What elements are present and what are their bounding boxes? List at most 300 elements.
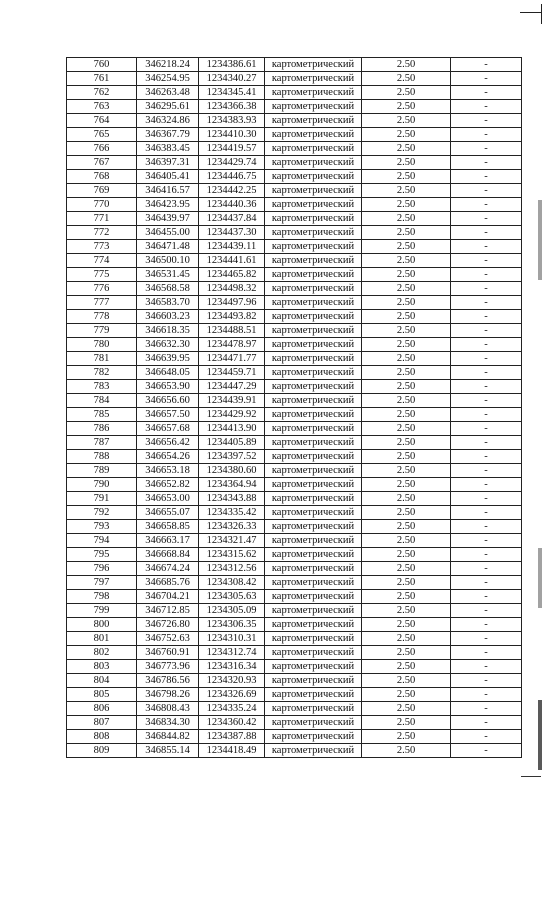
accuracy-cell: 2.50	[362, 660, 451, 674]
accuracy-cell: 2.50	[362, 156, 451, 170]
scan-edge-shadow	[538, 200, 542, 280]
x-coordinate-cell: 346656.42	[137, 436, 199, 450]
table-row	[67, 744, 522, 758]
scan-edge-shadow	[538, 700, 542, 770]
point-number-cell: 789	[67, 464, 137, 478]
x-coordinate-cell: 346439.97	[137, 212, 199, 226]
y-coordinate-cell: 1234335.24	[199, 702, 265, 716]
x-coordinate-cell: 346652.82	[137, 478, 199, 492]
method-cell: картометрический	[265, 618, 362, 632]
table-row	[67, 464, 522, 478]
accuracy-cell: 2.50	[362, 282, 451, 296]
corner-mark	[520, 12, 542, 13]
table-row	[67, 86, 522, 100]
accuracy-cell: 2.50	[362, 86, 451, 100]
note-cell: -	[451, 338, 522, 352]
accuracy-cell: 2.50	[362, 674, 451, 688]
x-coordinate-cell: 346685.76	[137, 576, 199, 590]
x-coordinate-cell: 346423.95	[137, 198, 199, 212]
point-number-cell: 792	[67, 506, 137, 520]
y-coordinate-cell: 1234315.62	[199, 548, 265, 562]
table-row	[67, 646, 522, 660]
table-row	[67, 422, 522, 436]
point-number-cell: 780	[67, 338, 137, 352]
accuracy-cell: 2.50	[362, 548, 451, 562]
x-coordinate-cell: 346648.05	[137, 366, 199, 380]
accuracy-cell: 2.50	[362, 492, 451, 506]
y-coordinate-cell: 1234326.33	[199, 520, 265, 534]
method-cell: картометрический	[265, 100, 362, 114]
accuracy-cell: 2.50	[362, 562, 451, 576]
point-number-cell: 774	[67, 254, 137, 268]
table-row	[67, 324, 522, 338]
accuracy-cell: 2.50	[362, 198, 451, 212]
note-cell: -	[451, 436, 522, 450]
method-cell: картометрический	[265, 408, 362, 422]
method-cell: картометрический	[265, 212, 362, 226]
point-number-cell: 793	[67, 520, 137, 534]
method-cell: картометрический	[265, 198, 362, 212]
method-cell: картометрический	[265, 450, 362, 464]
accuracy-cell: 2.50	[362, 534, 451, 548]
point-number-cell: 773	[67, 240, 137, 254]
accuracy-cell: 2.50	[362, 380, 451, 394]
y-coordinate-cell: 1234364.94	[199, 478, 265, 492]
x-coordinate-cell: 346632.30	[137, 338, 199, 352]
table-row	[67, 114, 522, 128]
method-cell: картометрический	[265, 366, 362, 380]
method-cell: картометрический	[265, 506, 362, 520]
table-row	[67, 520, 522, 534]
method-cell: картометрический	[265, 86, 362, 100]
note-cell: -	[451, 478, 522, 492]
x-coordinate-cell: 346618.35	[137, 324, 199, 338]
y-coordinate-cell: 1234305.63	[199, 590, 265, 604]
y-coordinate-cell: 1234343.88	[199, 492, 265, 506]
accuracy-cell: 2.50	[362, 408, 451, 422]
x-coordinate-cell: 346653.18	[137, 464, 199, 478]
accuracy-cell: 2.50	[362, 604, 451, 618]
x-coordinate-cell: 346726.80	[137, 618, 199, 632]
method-cell: картометрический	[265, 338, 362, 352]
method-cell: картометрический	[265, 240, 362, 254]
point-number-cell: 805	[67, 688, 137, 702]
note-cell: -	[451, 296, 522, 310]
y-coordinate-cell: 1234386.61	[199, 58, 265, 72]
x-coordinate-cell: 346500.10	[137, 254, 199, 268]
accuracy-cell: 2.50	[362, 170, 451, 184]
point-number-cell: 804	[67, 674, 137, 688]
table-row	[67, 548, 522, 562]
y-coordinate-cell: 1234446.75	[199, 170, 265, 184]
point-number-cell: 787	[67, 436, 137, 450]
x-coordinate-cell: 346397.31	[137, 156, 199, 170]
x-coordinate-cell: 346531.45	[137, 268, 199, 282]
y-coordinate-cell: 1234429.92	[199, 408, 265, 422]
y-coordinate-cell: 1234441.61	[199, 254, 265, 268]
x-coordinate-cell: 346653.00	[137, 492, 199, 506]
note-cell: -	[451, 744, 522, 758]
x-coordinate-cell: 346786.56	[137, 674, 199, 688]
x-coordinate-cell: 346834.30	[137, 716, 199, 730]
y-coordinate-cell: 1234312.56	[199, 562, 265, 576]
point-number-cell: 784	[67, 394, 137, 408]
y-coordinate-cell: 1234345.41	[199, 86, 265, 100]
x-coordinate-cell: 346324.86	[137, 114, 199, 128]
table-row	[67, 436, 522, 450]
note-cell: -	[451, 114, 522, 128]
y-coordinate-cell: 1234335.42	[199, 506, 265, 520]
note-cell: -	[451, 170, 522, 184]
point-number-cell: 769	[67, 184, 137, 198]
note-cell: -	[451, 366, 522, 380]
x-coordinate-cell: 346712.85	[137, 604, 199, 618]
note-cell: -	[451, 660, 522, 674]
x-coordinate-cell: 346855.14	[137, 744, 199, 758]
note-cell: -	[451, 268, 522, 282]
accuracy-cell: 2.50	[362, 226, 451, 240]
accuracy-cell: 2.50	[362, 394, 451, 408]
note-cell: -	[451, 324, 522, 338]
x-coordinate-cell: 346218.24	[137, 58, 199, 72]
note-cell: -	[451, 100, 522, 114]
point-number-cell: 760	[67, 58, 137, 72]
note-cell: -	[451, 492, 522, 506]
accuracy-cell: 2.50	[362, 268, 451, 282]
x-coordinate-cell: 346254.95	[137, 72, 199, 86]
y-coordinate-cell: 1234493.82	[199, 310, 265, 324]
accuracy-cell: 2.50	[362, 184, 451, 198]
accuracy-cell: 2.50	[362, 324, 451, 338]
x-coordinate-cell: 346654.26	[137, 450, 199, 464]
y-coordinate-cell: 1234312.74	[199, 646, 265, 660]
accuracy-cell: 2.50	[362, 366, 451, 380]
table-row	[67, 156, 522, 170]
accuracy-cell: 2.50	[362, 142, 451, 156]
x-coordinate-cell: 346752.63	[137, 632, 199, 646]
note-cell: -	[451, 730, 522, 744]
accuracy-cell: 2.50	[362, 296, 451, 310]
x-coordinate-cell: 346657.50	[137, 408, 199, 422]
x-coordinate-cell: 346583.70	[137, 296, 199, 310]
note-cell: -	[451, 226, 522, 240]
point-number-cell: 768	[67, 170, 137, 184]
accuracy-cell: 2.50	[362, 450, 451, 464]
y-coordinate-cell: 1234478.97	[199, 338, 265, 352]
accuracy-cell: 2.50	[362, 310, 451, 324]
accuracy-cell: 2.50	[362, 702, 451, 716]
y-coordinate-cell: 1234306.35	[199, 618, 265, 632]
table-row	[67, 380, 522, 394]
point-number-cell: 776	[67, 282, 137, 296]
x-coordinate-cell: 346657.68	[137, 422, 199, 436]
table-row	[67, 296, 522, 310]
method-cell: картометрический	[265, 660, 362, 674]
x-coordinate-cell: 346471.48	[137, 240, 199, 254]
method-cell: картометрический	[265, 296, 362, 310]
x-coordinate-cell: 346658.85	[137, 520, 199, 534]
note-cell: -	[451, 240, 522, 254]
table-row	[67, 730, 522, 744]
table-row	[67, 394, 522, 408]
point-number-cell: 808	[67, 730, 137, 744]
point-number-cell: 791	[67, 492, 137, 506]
y-coordinate-cell: 1234383.93	[199, 114, 265, 128]
x-coordinate-cell: 346773.96	[137, 660, 199, 674]
table-row	[67, 408, 522, 422]
note-cell: -	[451, 702, 522, 716]
accuracy-cell: 2.50	[362, 632, 451, 646]
note-cell: -	[451, 310, 522, 324]
x-coordinate-cell: 346844.82	[137, 730, 199, 744]
y-coordinate-cell: 1234471.77	[199, 352, 265, 366]
point-number-cell: 762	[67, 86, 137, 100]
point-number-cell: 795	[67, 548, 137, 562]
point-number-cell: 803	[67, 660, 137, 674]
table-row	[67, 660, 522, 674]
table-row	[67, 478, 522, 492]
y-coordinate-cell: 1234437.30	[199, 226, 265, 240]
x-coordinate-cell: 346416.57	[137, 184, 199, 198]
point-number-cell: 785	[67, 408, 137, 422]
x-coordinate-cell: 346383.45	[137, 142, 199, 156]
y-coordinate-cell: 1234429.74	[199, 156, 265, 170]
x-coordinate-cell: 346663.17	[137, 534, 199, 548]
y-coordinate-cell: 1234321.47	[199, 534, 265, 548]
accuracy-cell: 2.50	[362, 744, 451, 758]
y-coordinate-cell: 1234310.31	[199, 632, 265, 646]
note-cell: -	[451, 156, 522, 170]
method-cell: картометрический	[265, 548, 362, 562]
table-row	[67, 310, 522, 324]
note-cell: -	[451, 548, 522, 562]
y-coordinate-cell: 1234366.38	[199, 100, 265, 114]
y-coordinate-cell: 1234405.89	[199, 436, 265, 450]
method-cell: картометрический	[265, 576, 362, 590]
y-coordinate-cell: 1234320.93	[199, 674, 265, 688]
point-number-cell: 783	[67, 380, 137, 394]
method-cell: картометрический	[265, 716, 362, 730]
table-row	[67, 212, 522, 226]
note-cell: -	[451, 674, 522, 688]
y-coordinate-cell: 1234447.29	[199, 380, 265, 394]
x-coordinate-cell: 346656.60	[137, 394, 199, 408]
point-number-cell: 770	[67, 198, 137, 212]
coordinates-table	[66, 57, 522, 758]
point-number-cell: 766	[67, 142, 137, 156]
note-cell: -	[451, 198, 522, 212]
accuracy-cell: 2.50	[362, 72, 451, 86]
y-coordinate-cell: 1234308.42	[199, 576, 265, 590]
method-cell: картометрический	[265, 156, 362, 170]
method-cell: картометрический	[265, 604, 362, 618]
accuracy-cell: 2.50	[362, 338, 451, 352]
table-row	[67, 534, 522, 548]
method-cell: картометрический	[265, 744, 362, 758]
accuracy-cell: 2.50	[362, 506, 451, 520]
note-cell: -	[451, 86, 522, 100]
accuracy-cell: 2.50	[362, 520, 451, 534]
y-coordinate-cell: 1234418.49	[199, 744, 265, 758]
table-row	[67, 338, 522, 352]
table-row	[67, 72, 522, 86]
point-number-cell: 806	[67, 702, 137, 716]
table-row	[67, 100, 522, 114]
table-row	[67, 632, 522, 646]
x-coordinate-cell: 346405.41	[137, 170, 199, 184]
note-cell: -	[451, 380, 522, 394]
note-cell: -	[451, 464, 522, 478]
table-row	[67, 268, 522, 282]
method-cell: картометрический	[265, 282, 362, 296]
note-cell: -	[451, 408, 522, 422]
y-coordinate-cell: 1234340.27	[199, 72, 265, 86]
y-coordinate-cell: 1234326.69	[199, 688, 265, 702]
note-cell: -	[451, 184, 522, 198]
y-coordinate-cell: 1234488.51	[199, 324, 265, 338]
note-cell: -	[451, 520, 522, 534]
accuracy-cell: 2.50	[362, 646, 451, 660]
method-cell: картометрический	[265, 562, 362, 576]
note-cell: -	[451, 590, 522, 604]
accuracy-cell: 2.50	[362, 576, 451, 590]
method-cell: картометрический	[265, 702, 362, 716]
method-cell: картометрический	[265, 142, 362, 156]
y-coordinate-cell: 1234316.34	[199, 660, 265, 674]
accuracy-cell: 2.50	[362, 464, 451, 478]
note-cell: -	[451, 128, 522, 142]
note-cell: -	[451, 394, 522, 408]
note-cell: -	[451, 646, 522, 660]
y-coordinate-cell: 1234459.71	[199, 366, 265, 380]
point-number-cell: 788	[67, 450, 137, 464]
method-cell: картометрический	[265, 632, 362, 646]
y-coordinate-cell: 1234442.25	[199, 184, 265, 198]
method-cell: картометрический	[265, 436, 362, 450]
table-row	[67, 450, 522, 464]
note-cell: -	[451, 142, 522, 156]
method-cell: картометрический	[265, 352, 362, 366]
y-coordinate-cell: 1234380.60	[199, 464, 265, 478]
table-row	[67, 590, 522, 604]
note-cell: -	[451, 506, 522, 520]
x-coordinate-cell: 346295.61	[137, 100, 199, 114]
accuracy-cell: 2.50	[362, 716, 451, 730]
table-row	[67, 366, 522, 380]
method-cell: картометрический	[265, 478, 362, 492]
note-cell: -	[451, 688, 522, 702]
y-coordinate-cell: 1234305.09	[199, 604, 265, 618]
point-number-cell: 761	[67, 72, 137, 86]
point-number-cell: 771	[67, 212, 137, 226]
scan-edge-line	[521, 776, 541, 777]
note-cell: -	[451, 282, 522, 296]
y-coordinate-cell: 1234387.88	[199, 730, 265, 744]
point-number-cell: 800	[67, 618, 137, 632]
x-coordinate-cell: 346674.24	[137, 562, 199, 576]
method-cell: картометрический	[265, 688, 362, 702]
y-coordinate-cell: 1234440.36	[199, 198, 265, 212]
y-coordinate-cell: 1234439.91	[199, 394, 265, 408]
method-cell: картометрический	[265, 464, 362, 478]
point-number-cell: 807	[67, 716, 137, 730]
accuracy-cell: 2.50	[362, 240, 451, 254]
accuracy-cell: 2.50	[362, 58, 451, 72]
note-cell: -	[451, 72, 522, 86]
method-cell: картометрический	[265, 590, 362, 604]
corner-mark	[541, 4, 542, 24]
point-number-cell: 777	[67, 296, 137, 310]
accuracy-cell: 2.50	[362, 422, 451, 436]
point-number-cell: 799	[67, 604, 137, 618]
y-coordinate-cell: 1234498.32	[199, 282, 265, 296]
scan-edge-shadow	[538, 548, 542, 608]
x-coordinate-cell: 346808.43	[137, 702, 199, 716]
y-coordinate-cell: 1234397.52	[199, 450, 265, 464]
table-row	[67, 688, 522, 702]
y-coordinate-cell: 1234419.57	[199, 142, 265, 156]
method-cell: картометрический	[265, 268, 362, 282]
note-cell: -	[451, 450, 522, 464]
point-number-cell: 801	[67, 632, 137, 646]
accuracy-cell: 2.50	[362, 688, 451, 702]
table-row	[67, 226, 522, 240]
x-coordinate-cell: 346704.21	[137, 590, 199, 604]
table-row	[67, 506, 522, 520]
table-row	[67, 240, 522, 254]
accuracy-cell: 2.50	[362, 254, 451, 268]
table-row	[67, 128, 522, 142]
point-number-cell: 765	[67, 128, 137, 142]
accuracy-cell: 2.50	[362, 730, 451, 744]
point-number-cell: 786	[67, 422, 137, 436]
table-row	[67, 674, 522, 688]
table-row	[67, 604, 522, 618]
point-number-cell: 764	[67, 114, 137, 128]
y-coordinate-cell: 1234410.30	[199, 128, 265, 142]
x-coordinate-cell: 346568.58	[137, 282, 199, 296]
x-coordinate-cell: 346798.26	[137, 688, 199, 702]
note-cell: -	[451, 716, 522, 730]
note-cell: -	[451, 212, 522, 226]
point-number-cell: 802	[67, 646, 137, 660]
note-cell: -	[451, 618, 522, 632]
table-row	[67, 184, 522, 198]
point-number-cell: 790	[67, 478, 137, 492]
x-coordinate-cell: 346639.95	[137, 352, 199, 366]
accuracy-cell: 2.50	[362, 212, 451, 226]
method-cell: картометрический	[265, 380, 362, 394]
table-row	[67, 142, 522, 156]
method-cell: картометрический	[265, 170, 362, 184]
note-cell: -	[451, 422, 522, 436]
method-cell: картометрический	[265, 58, 362, 72]
point-number-cell: 809	[67, 744, 137, 758]
y-coordinate-cell: 1234437.84	[199, 212, 265, 226]
method-cell: картометрический	[265, 324, 362, 338]
table-row	[67, 702, 522, 716]
accuracy-cell: 2.50	[362, 100, 451, 114]
note-cell: -	[451, 352, 522, 366]
note-cell: -	[451, 562, 522, 576]
x-coordinate-cell: 346603.23	[137, 310, 199, 324]
method-cell: картометрический	[265, 422, 362, 436]
x-coordinate-cell: 346367.79	[137, 128, 199, 142]
method-cell: картометрический	[265, 674, 362, 688]
point-number-cell: 797	[67, 576, 137, 590]
table-row	[67, 716, 522, 730]
accuracy-cell: 2.50	[362, 618, 451, 632]
